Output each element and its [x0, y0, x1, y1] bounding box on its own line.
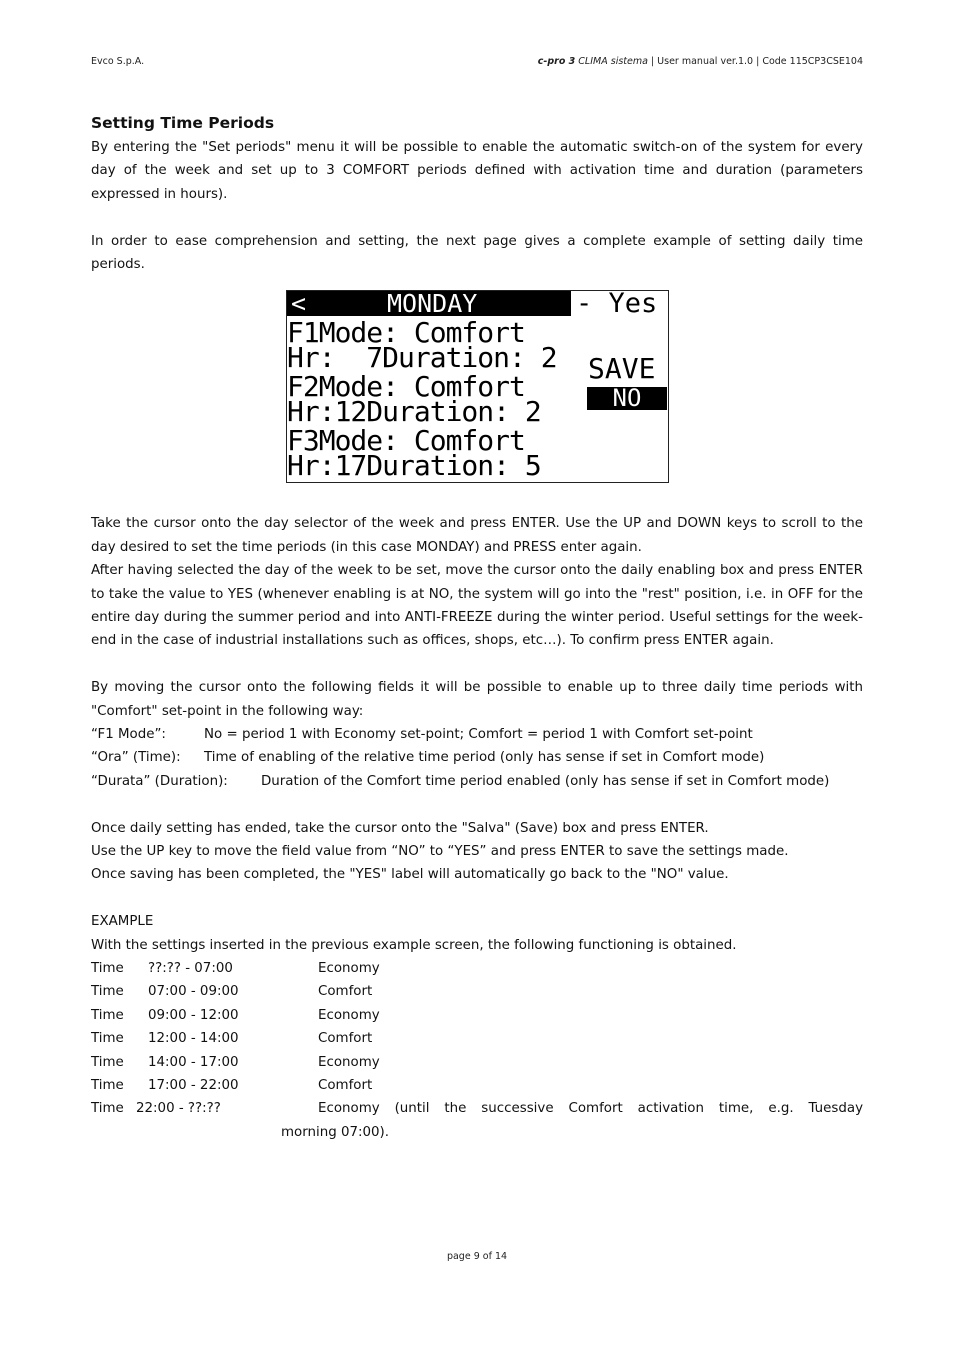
example-row-range: 17:00 - 22:00	[148, 1078, 239, 1094]
definition-value: No = period 1 with Economy set-point; Comfort = period 1 with Comfort set-point	[204, 727, 753, 743]
definition-row	[91, 746, 863, 769]
manual-code: | User manual ver.1.0 | Code 115CP3CSE104	[647, 56, 863, 67]
section-title: Setting Time Periods	[91, 114, 275, 132]
example-row	[91, 1004, 863, 1027]
save-step-1: Once daily setting has ended, take the cursor onto the "Salva" (Save) box and press ENTER.	[91, 820, 709, 836]
example-row-label: Time	[91, 1031, 124, 1047]
company-name: Evco S.p.A.	[91, 56, 145, 67]
definition-value: Time of enabling of the relative time period (only has sense if set in Comfort mode)	[204, 750, 765, 766]
day-label: MONDAY	[387, 290, 478, 319]
save-step-3: Once saving has been completed, the "YES" label will automatically go back to the "NO" value.	[91, 867, 729, 883]
example-row-label: Time	[91, 961, 124, 977]
example-row-mode: Comfort	[318, 1078, 373, 1094]
example-row-label: Time	[91, 984, 124, 1000]
example-title: EXAMPLE	[91, 914, 154, 930]
lcd-figure	[91, 276, 863, 512]
example-row-range: 22:00 - ??:??	[136, 1101, 221, 1117]
product-variant: CLIMA sistema	[575, 56, 648, 67]
definition-row	[91, 770, 863, 793]
page-number: page 9 of 14	[446, 1251, 508, 1262]
definition-key: “Ora” (Time):	[91, 750, 181, 766]
example-row-label: Time	[91, 1007, 124, 1023]
lcd-row-f3-time: Hr:17Duration: 5	[287, 449, 541, 483]
save-label: SAVE	[588, 352, 656, 386]
example-row-range: 09:00 - 12:00	[148, 1007, 239, 1023]
example-row-mode: Economy	[318, 961, 380, 977]
example-row-mode: Economy	[318, 1007, 380, 1023]
example-row	[91, 957, 863, 980]
page-content	[91, 112, 863, 1144]
document-info	[538, 56, 863, 67]
example-row-mode: Comfort	[318, 984, 373, 1000]
lcd-row-f1-time: Hr: 7Duration: 2	[287, 341, 557, 375]
example-row	[91, 980, 863, 1003]
example-intro: With the settings inserted in the previous example screen, the following functioning is obtained.	[91, 937, 737, 953]
example-row-range: 12:00 - 14:00	[148, 1031, 239, 1047]
intro-paragraph: By entering the "Set periods" menu it will be possible to enable the automatic switch-on of the system for every day of the week and set up to 3 COMFORT periods defined with activation time and duration (parameters expressed in hours).	[91, 140, 863, 202]
example-row	[91, 1051, 863, 1074]
lcd-screen	[286, 290, 669, 483]
day-enable-value: - Yes	[576, 290, 658, 320]
example-row-mode: Economy	[318, 1054, 380, 1070]
example-row	[91, 1097, 863, 1120]
back-arrow-icon: <	[291, 290, 307, 319]
example-row-label: Time	[91, 1054, 124, 1070]
example-row-mode: Economy (until the successive Comfort activation time, e.g. Tuesday	[318, 1101, 863, 1117]
page-header	[91, 56, 863, 70]
intro-note: In order to ease comprehension and setting, the next page gives a complete example of setting daily time periods.	[91, 233, 863, 273]
example-continuation: morning 07:00).	[281, 1124, 390, 1140]
definition-value: Duration of the Comfort time period enabled (only has sense if set in Comfort mode)	[261, 773, 830, 789]
example-row-range: 07:00 - 09:00	[148, 984, 239, 1000]
example-row-range: 14:00 - 17:00	[148, 1054, 239, 1070]
day-selector	[287, 290, 571, 319]
example-row	[91, 1074, 863, 1097]
save-step-2: Use the UP key to move the field value from “NO” to “YES” and press ENTER to save the settings made.	[91, 844, 789, 860]
example-row-label: Time	[91, 1078, 124, 1094]
save-value: NO	[587, 387, 667, 410]
lcd-row-f2-mode: F2Mode: Comfort	[287, 370, 525, 404]
definition-key: “Durata” (Duration):	[91, 773, 228, 789]
body-paragraph-1: Take the cursor onto the day selector of the week and press ENTER. Use the UP and DOWN keys to scroll to the day desired to set the time periods (in this case MONDAY) and PRESS enter again.	[91, 516, 863, 555]
definition-key: “F1 Mode”:	[91, 727, 166, 743]
lcd-row-f2-time: Hr:12Duration: 2	[287, 395, 541, 429]
body-paragraph-3: By moving the cursor onto the following fields it will be possible to enable up to three daily time periods with "Comfort" set-point in the following way:	[91, 680, 863, 719]
example-row-mode: Comfort	[318, 1031, 373, 1047]
definition-row	[91, 723, 863, 746]
product-name: c-pro 3	[537, 56, 576, 67]
lcd-row-f1-mode: F1Mode: Comfort	[287, 316, 525, 350]
example-row-range: ??:?? - 07:00	[148, 961, 233, 977]
lcd-row-f3-mode: F3Mode: Comfort	[287, 424, 525, 458]
example-row	[91, 1027, 863, 1050]
example-row-label: Time	[91, 1101, 124, 1117]
body-paragraph-2: After having selected the day of the week to be set, move the cursor onto the daily enabling box and press ENTER to take the value to YES (whenever enabling is at NO, the system will go into the "rest" position, i.e. in OFF for the entire day during the summer period and into ANTI-FREEZE during the winter period. Useful settings for the week-end in the case of industrial installations such as offices, shops, etc…). To confirm press ENTER again.	[91, 563, 863, 649]
